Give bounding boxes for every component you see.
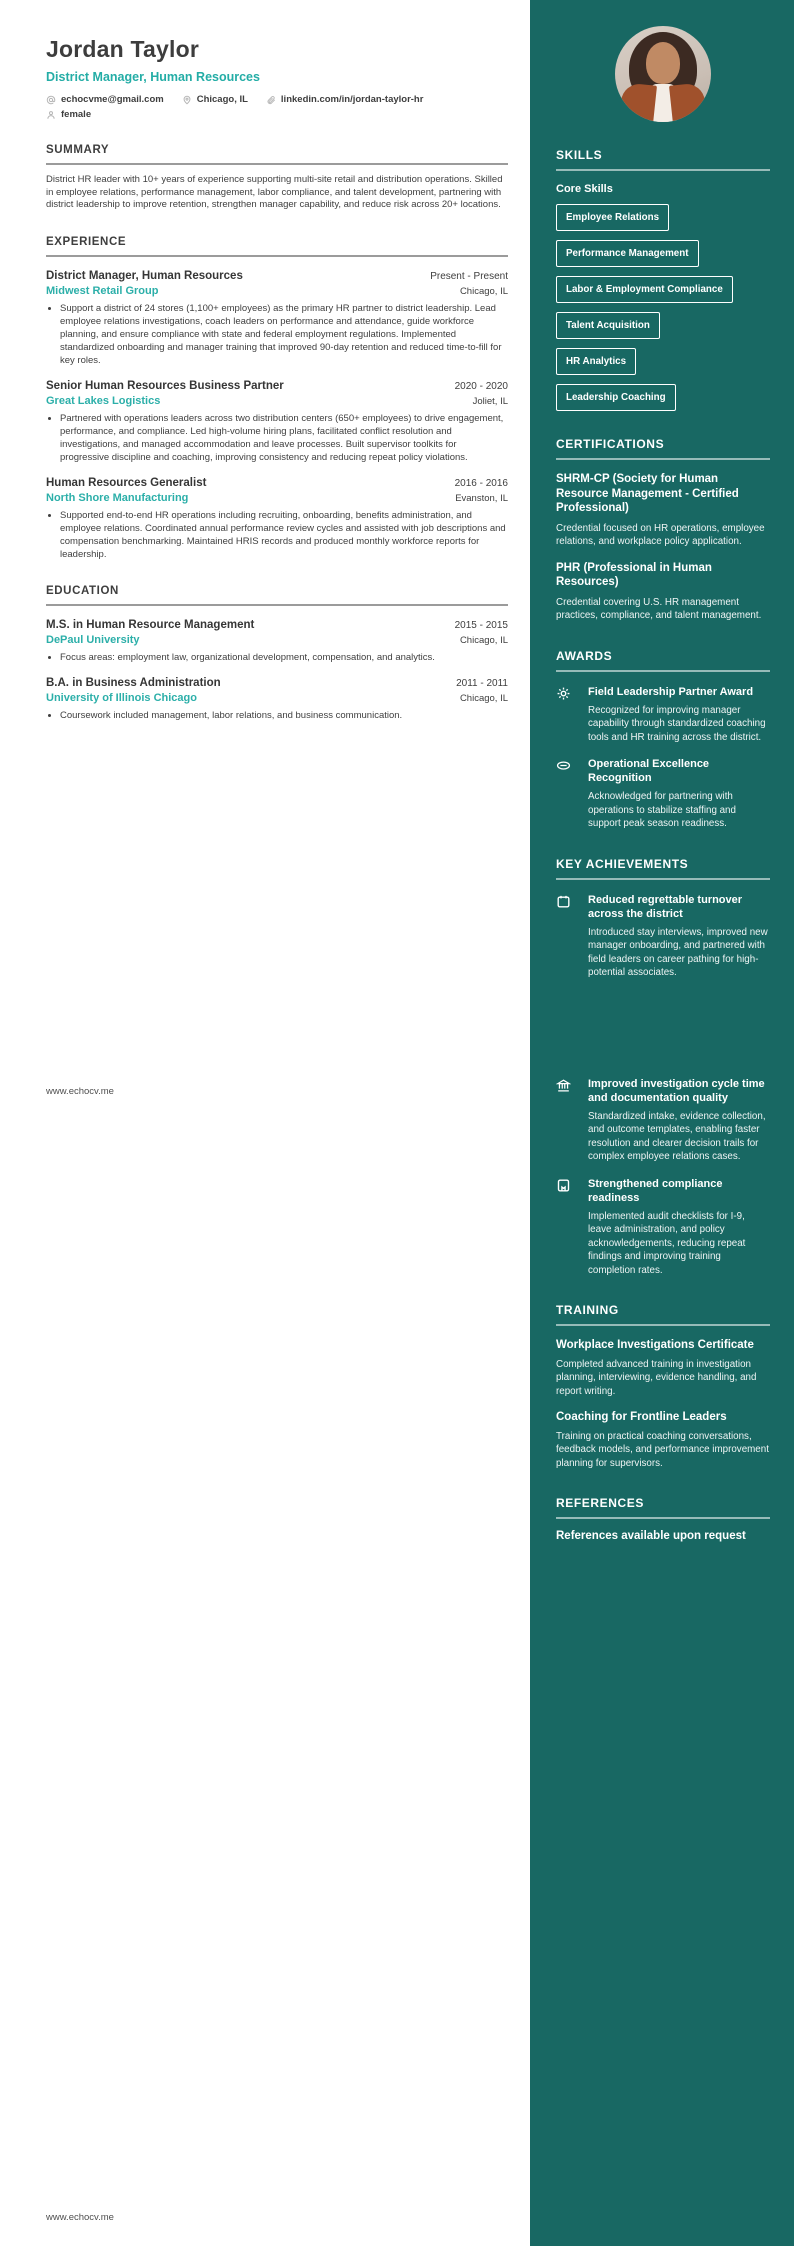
training-desc: Training on practical coaching conversations, feedback models, and performance improvement planning for supervisors. — [556, 1430, 769, 1469]
job-title: Human Resources Generalist — [46, 477, 207, 490]
experience-entry — [46, 270, 508, 367]
key-achievements-section — [556, 857, 770, 1278]
experience-entry — [46, 477, 508, 561]
skills-section — [556, 148, 770, 411]
achievement-item — [556, 1077, 770, 1164]
certification-item — [556, 472, 770, 549]
achievement-title: Reduced regrettable turnover across the district — [588, 893, 743, 920]
job-title: District Manager, Human Resources — [46, 270, 243, 283]
achievement-item — [556, 893, 770, 980]
training-title: Workplace Investigations Certificate — [556, 1339, 754, 1351]
school-name: University of Illinois Chicago — [46, 692, 197, 705]
training-section — [556, 1303, 770, 1470]
company-name: North Shore Manufacturing — [46, 492, 189, 505]
award-desc: Acknowledged for partnering with operations to stabilize staffing and support peak season readiness. — [588, 791, 736, 829]
award-desc: Recognized for improving manager capability through standardized coaching tools and HR training across the district. — [588, 704, 766, 743]
certification-desc: Credential covering U.S. HR management practices, compliance, and talent management. — [556, 596, 762, 621]
job-dates: 2016 - 2016 — [454, 478, 508, 490]
section-divider — [556, 458, 770, 460]
skill-chip: Employee Relations — [556, 204, 669, 231]
person-name: Jordan Taylor — [46, 36, 199, 62]
job-bullet: • Support a district of 24 stores (1,100+ employees) as the primary HR partner to district leadership. Lead employee relations investigations, coach leaders on performance and attendance, guide workforce planning, and ensure compliance with state and federal employment regulations. Implemented standardized onboarding and manager training that improved 90-day retention and reduced time-to-fill for key roles. — [60, 302, 508, 367]
degree-title: B.A. in Business Administration — [46, 677, 221, 690]
education-bullet: • Focus areas: employment law, organizational development, compensation, and analytics. — [60, 651, 508, 664]
company-name: Great Lakes Logistics — [46, 395, 161, 408]
skill-chip: Leadership Coaching — [556, 384, 676, 411]
skill-chip: Talent Acquisition — [556, 312, 660, 339]
education-location: Chicago, IL — [459, 635, 508, 647]
job-location: Chicago, IL — [459, 286, 508, 298]
gender-text: female — [46, 109, 91, 120]
job-bullet: • Supported end-to-end HR operations including recruiting, onboarding, benefits administration, and employee relations. Coordinated annual performance review cycles and assisted with job descriptions and compensation benchmarking. Maintained HRIS records and produced monthly workforce reports for leadership. — [60, 509, 508, 561]
person-icon — [46, 110, 56, 120]
references-heading: REFERENCES — [556, 1496, 645, 1510]
school-name: DePaul University — [46, 634, 140, 647]
education-bullet: • Coursework included management, labor relations, and business communication. — [60, 709, 508, 722]
certifications-section — [556, 437, 770, 623]
section-divider — [556, 1324, 770, 1326]
training-desc: Completed advanced training in investigation planning, interviewing, evidence handling, and report writing. — [556, 1358, 757, 1397]
summary-heading: SUMMARY — [46, 144, 110, 156]
experience-entry — [46, 380, 508, 464]
achievement-desc: Implemented audit checklists for I-9, leave administration, and policy acknowledgements, reducing repeat findings and improving training completion rates. — [588, 1210, 746, 1276]
skill-chip: HR Analytics — [556, 348, 636, 375]
job-bullet: • Partnered with operations leaders across two distribution centers (650+ employees) to drive engagement, performance, and compliance. Led high-volume hiring plans, facilitated conflict resolution and investigations, and managed accommodation and leave processes. Built supervisor toolkits for progressive discipline and coaching, improving consistency and reducing repeat policy violations. — [60, 412, 508, 464]
education-dates: 2011 - 2011 — [456, 678, 508, 690]
skill-chip: Labor & Employment Compliance — [556, 276, 733, 303]
sidebar — [530, 0, 794, 2246]
job-location: Evanston, IL — [455, 493, 508, 505]
experience-section — [46, 236, 508, 561]
company-name: Midwest Retail Group — [46, 285, 159, 298]
education-entry — [46, 619, 508, 664]
skill-chip: Performance Management — [556, 240, 699, 267]
education-heading: EDUCATION — [46, 585, 119, 598]
training-item — [556, 1410, 770, 1470]
achievement-desc: Standardized intake, evidence collection, and outcome templates, enabling faster resolution and clearer decision trails for complex employee relations cases. — [588, 1110, 766, 1162]
main-column — [0, 0, 530, 722]
gear-icon — [556, 686, 571, 701]
certification-item — [556, 561, 770, 623]
section-divider — [556, 169, 770, 171]
certification-desc: Credential focused on HR operations, employee relations, and workplace policy application. — [556, 522, 765, 547]
references-text: References available upon request — [556, 1530, 746, 1542]
education-dates: 2015 - 2015 — [454, 620, 508, 632]
paperclip-icon — [266, 95, 276, 105]
key-achievements-heading: KEY ACHIEVEMENTS — [556, 856, 689, 871]
contact-info — [46, 94, 508, 120]
certifications-heading: CERTIFICATIONS — [556, 437, 665, 451]
education-location: Chicago, IL — [459, 693, 508, 705]
education-entry — [46, 677, 508, 722]
section-divider — [556, 878, 770, 880]
job-title: Senior Human Resources Business Partner — [46, 380, 284, 393]
summary-text: District HR leader with 10+ years of experience supporting multi-site retail and distribution operations. Skilled in employee relations, performance management, labor compliance, and talent development, partnering with district leadership to improve retention, strengthen manager capability, and reduce risk across 20+ locations. — [46, 174, 503, 211]
location-pin-icon — [182, 95, 192, 105]
job-dates: Present - Present — [430, 271, 508, 283]
site-url-footer-page1[interactable]: www.echocv.me — [46, 1086, 114, 1097]
training-item — [556, 1338, 770, 1398]
experience-heading: EXPERIENCE — [46, 236, 127, 249]
achievement-title: Strengthened compliance readiness — [588, 1177, 723, 1204]
summary-section — [46, 144, 508, 212]
education-section — [46, 585, 508, 722]
skills-heading: SKILLS — [556, 148, 603, 162]
location-text: Chicago, IL — [182, 94, 248, 105]
training-heading: TRAINING — [556, 1303, 619, 1317]
section-divider — [556, 1517, 770, 1519]
achievement-desc: Introduced stay interviews, improved new manager onboarding, and partnered with field leaders on career pathing for high-potential associates. — [588, 926, 768, 978]
section-divider — [46, 604, 508, 606]
award-title: Field Leadership Partner Award — [588, 685, 754, 698]
awards-section — [556, 649, 770, 831]
job-location: Joliet, IL — [472, 396, 508, 408]
profile-photo — [615, 26, 711, 122]
person-headline: District Manager, Human Resources — [46, 70, 260, 84]
linkedin-link[interactable]: linkedin.com/in/jordan-taylor-hr — [266, 94, 424, 105]
section-divider — [556, 670, 770, 672]
job-dates: 2020 - 2020 — [454, 381, 508, 393]
book-icon — [556, 1178, 571, 1193]
award-item — [556, 685, 770, 745]
at-icon — [46, 95, 56, 105]
award-title: Operational Excellence Recognition — [588, 758, 710, 784]
skills-chip-list — [556, 204, 770, 411]
section-divider — [46, 163, 508, 165]
references-section — [556, 1496, 770, 1544]
skills-group-label: Core Skills — [556, 183, 613, 195]
email-link[interactable]: echocvme@gmail.com — [46, 94, 164, 105]
awards-heading: AWARDS — [556, 648, 613, 663]
section-divider — [46, 255, 508, 257]
medal-icon — [556, 758, 571, 773]
certification-title: SHRM-CP (Society for Human Resource Management - Certified Professional) — [556, 473, 739, 514]
certification-title: PHR (Professional in Human Resources) — [556, 561, 712, 588]
achievement-item — [556, 1177, 770, 1278]
award-item — [556, 757, 770, 831]
site-url-footer-page2[interactable]: www.echocv.me — [46, 2212, 114, 2223]
calendar-icon — [556, 894, 571, 909]
training-title: Coaching for Frontline Leaders — [556, 1411, 727, 1423]
degree-title: M.S. in Human Resource Management — [46, 619, 255, 632]
bank-icon — [556, 1078, 571, 1093]
achievement-title: Improved investigation cycle time and documentation quality — [588, 1077, 765, 1104]
